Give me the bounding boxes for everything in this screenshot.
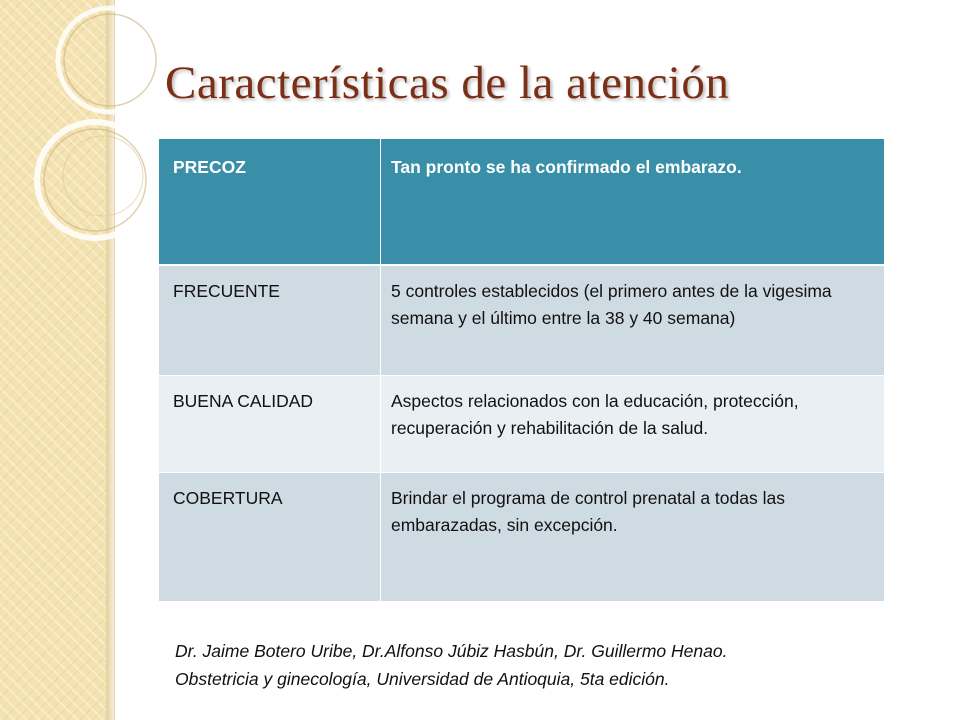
table-cell-label: FRECUENTE	[159, 265, 381, 376]
citation-authors: Dr. Jaime Botero Uribe, Dr.Alfonso Júbiz Hasbún, Dr. Guillermo Henao.	[175, 641, 728, 661]
table-row	[159, 473, 885, 602]
characteristics-table	[159, 139, 885, 602]
decorative-circles-icon	[0, 0, 160, 260]
table-cell-text: 5 controles establecidos (el primero antes de la vigesima semana y el último entre la 38 y 40 semana)	[381, 265, 885, 376]
table-cell-text: Brindar el programa de control prenatal a todas las embarazadas, sin excepción.	[381, 473, 885, 602]
table-cell-label: COBERTURA	[159, 473, 381, 602]
table-row	[159, 265, 885, 376]
slide-title: Características de la atención	[165, 57, 730, 109]
table-cell-label: BUENA CALIDAD	[159, 376, 381, 473]
table-cell-text: Aspectos relacionados con la educación, protección, recuperación y rehabilitación de la salud.	[381, 376, 885, 473]
table-row	[159, 376, 885, 473]
table-cell-label: PRECOZ	[159, 139, 381, 265]
citation-source: Obstetricia y ginecología, Universidad de Antioquia, 5ta edición.	[175, 669, 670, 689]
table-cell-text: Tan pronto se ha confirmado el embarazo.	[381, 139, 885, 265]
table-header-row	[159, 139, 885, 265]
citation	[175, 637, 915, 693]
